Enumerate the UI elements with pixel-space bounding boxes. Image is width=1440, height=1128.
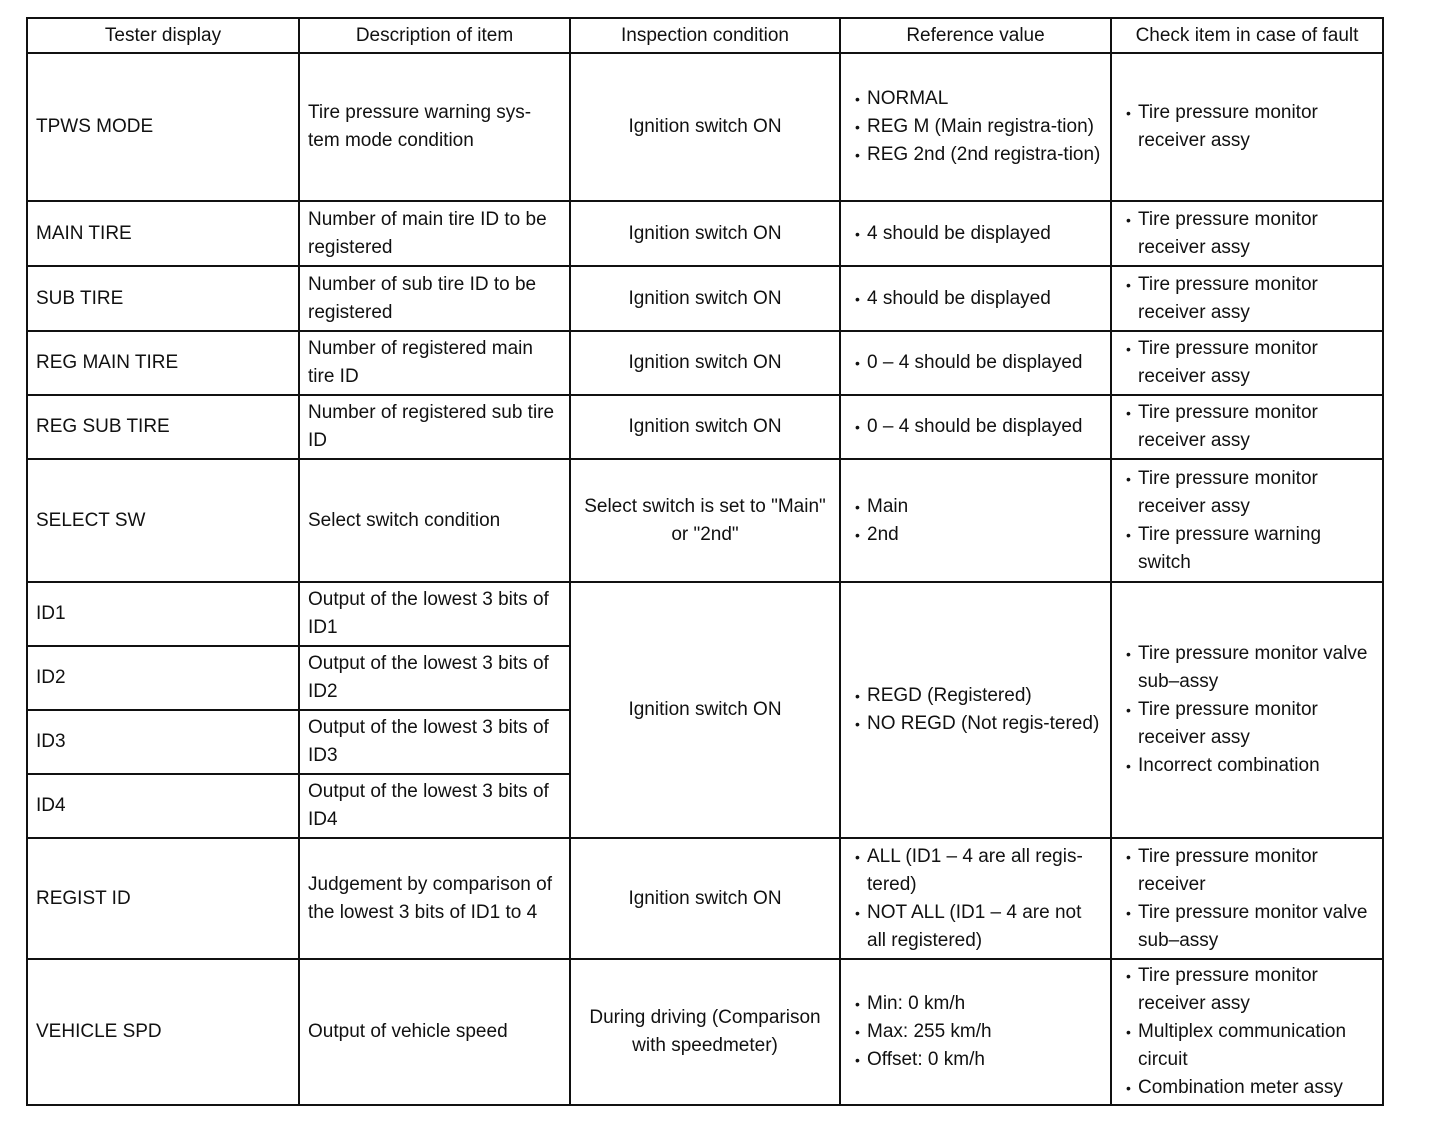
description-cell: Judgement by comparison of the lowest 3 bits of ID1 to 4 [299,838,570,959]
tester-display-cell: REGIST ID [27,838,299,959]
table-row [27,331,1383,395]
description-cell: Number of registered main tire ID [299,331,570,395]
header-description: Description of item [299,18,570,53]
condition-cell: Ignition switch ON [570,201,840,266]
tester-display-cell: VEHICLE SPD [27,959,299,1105]
reference-cell [840,266,1111,331]
list-item: • ALL (ID1 – 4 are all regis-tered) [855,843,1102,899]
list-item: • Tire pressure monitor receiver assy [1126,399,1374,455]
header-tester-display: Tester display [27,18,299,53]
tester-display-cell: ID3 [27,710,299,774]
condition-cell: During driving (Comparison with speedmeter) [570,959,840,1105]
list-item: • Tire pressure warning switch [1126,521,1374,577]
list-item: • NORMAL [855,85,1102,113]
reference-cell [840,582,1111,838]
list-item: • Tire pressure monitor receiver assy [1126,696,1374,752]
list-item: • Tire pressure monitor receiver assy [1126,962,1374,1018]
condition-cell: Ignition switch ON [570,53,840,201]
list-item: • Tire pressure monitor receiver [1126,843,1374,899]
table-row [27,201,1383,266]
reference-cell [840,201,1111,266]
tester-display-cell: MAIN TIRE [27,201,299,266]
description-cell: Select switch condition [299,459,570,582]
table-row [27,266,1383,331]
tester-display-cell: ID2 [27,646,299,710]
check-item-cell [1111,266,1383,331]
condition-cell: Ignition switch ON [570,266,840,331]
check-item-cell [1111,395,1383,459]
description-cell: Output of the lowest 3 bits of ID4 [299,774,570,838]
list-item: • Tire pressure monitor receiver assy [1126,206,1374,262]
list-item: • REG M (Main registra-tion) [855,113,1102,141]
list-item: • Tire pressure monitor receiver assy [1126,335,1374,391]
table-row [27,395,1383,459]
list-item: • 0 – 4 should be displayed [855,349,1102,377]
list-item: • Tire pressure monitor valve sub–assy [1126,640,1374,696]
list-item: • Min: 0 km/h [855,990,1102,1018]
list-item: • Tire pressure monitor receiver assy [1126,465,1374,521]
reference-cell [840,331,1111,395]
check-item-cell [1111,53,1383,201]
list-item: • 4 should be displayed [855,285,1102,313]
tester-display-cell: ID1 [27,582,299,646]
description-cell: Number of sub tire ID to be registered [299,266,570,331]
tester-display-cell: SUB TIRE [27,266,299,331]
table-row [27,459,1383,582]
table-row [27,582,1383,646]
check-item-cell [1111,959,1383,1105]
condition-cell: Ignition switch ON [570,838,840,959]
list-item: • Max: 255 km/h [855,1018,1102,1046]
list-item: • 2nd [855,521,1102,549]
reference-cell [840,959,1111,1105]
list-item: • NOT ALL (ID1 – 4 are not all registered) [855,899,1102,955]
description-cell: Output of the lowest 3 bits of ID3 [299,710,570,774]
data-list-table [26,17,1384,1106]
list-item: • Tire pressure monitor valve sub–assy [1126,899,1374,955]
reference-cell [840,395,1111,459]
description-cell: Output of the lowest 3 bits of ID1 [299,582,570,646]
table-row [27,838,1383,959]
header-inspection-condition: Inspection condition [570,18,840,53]
list-item: • Incorrect combination [1126,752,1374,780]
reference-cell [840,459,1111,582]
check-item-cell [1111,838,1383,959]
list-item: • Offset: 0 km/h [855,1046,1102,1074]
description-cell: Number of registered sub tire ID [299,395,570,459]
check-item-cell [1111,201,1383,266]
list-item: • Tire pressure monitor receiver assy [1126,271,1374,327]
reference-cell [840,838,1111,959]
reference-cell [840,53,1111,201]
header-check-item: Check item in case of fault [1111,18,1383,53]
description-cell: Output of vehicle speed [299,959,570,1105]
list-item: • Tire pressure monitor receiver assy [1126,99,1374,155]
header-reference-value: Reference value [840,18,1111,53]
list-item: • Multiplex communication circuit [1126,1018,1374,1074]
tester-display-cell: REG MAIN TIRE [27,331,299,395]
check-item-cell [1111,582,1383,838]
tester-display-cell: ID4 [27,774,299,838]
check-item-cell [1111,331,1383,395]
description-cell: Output of the lowest 3 bits of ID2 [299,646,570,710]
list-item: • REGD (Registered) [855,682,1102,710]
condition-cell: Ignition switch ON [570,331,840,395]
description-cell: Number of main tire ID to be registered [299,201,570,266]
tester-display-cell: REG SUB TIRE [27,395,299,459]
list-item: • Main [855,493,1102,521]
list-item: • REG 2nd (2nd registra-tion) [855,141,1102,169]
list-item: • 4 should be displayed [855,220,1102,248]
list-item: • Combination meter assy [1126,1074,1374,1102]
list-item: • NO REGD (Not regis-tered) [855,710,1102,738]
header-row [27,18,1383,53]
table-row [27,959,1383,1105]
condition-cell: Ignition switch ON [570,582,840,838]
description-cell: Tire pressure warning sys-tem mode condition [299,53,570,201]
tester-display-cell: TPWS MODE [27,53,299,201]
condition-cell: Ignition switch ON [570,395,840,459]
tester-display-cell: SELECT SW [27,459,299,582]
check-item-cell [1111,459,1383,582]
table-row [27,53,1383,201]
list-item: • 0 – 4 should be displayed [855,413,1102,441]
condition-cell: Select switch is set to "Main" or "2nd" [570,459,840,582]
